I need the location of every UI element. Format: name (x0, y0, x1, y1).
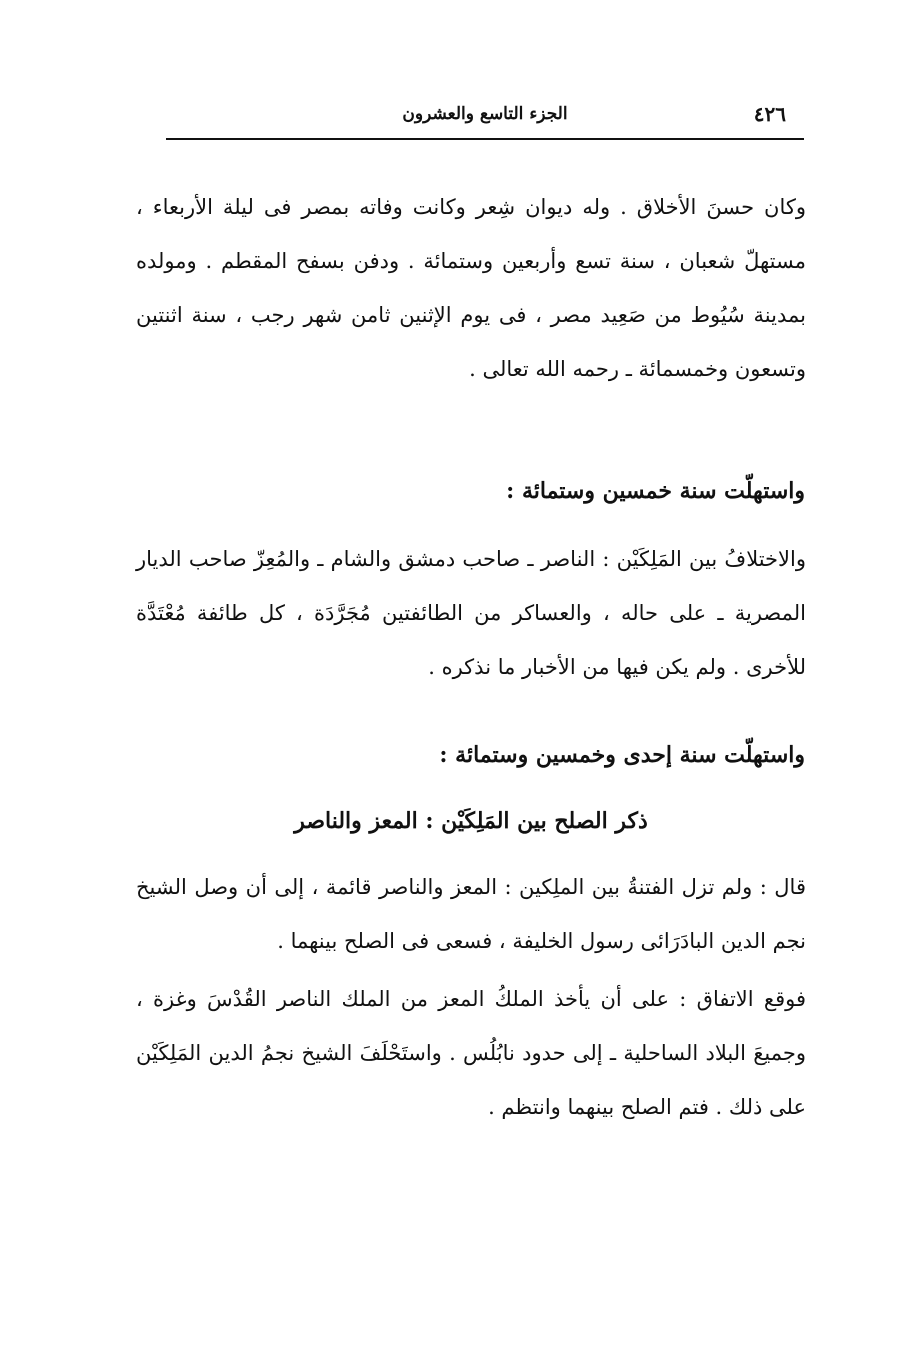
heading-year-650: واستهلّت سنة خمسين وستمائة : (506, 478, 805, 504)
heading-year-651: واستهلّت سنة إحدى وخمسين وستمائة : (439, 742, 805, 768)
paragraph-death-and-birth: وكان حسنَ الأخلاق . وله ديوان شِعر وكانت وفاته بمصر فى ليلة الأربعاء ، مستهلّ شعبان ، سنة تسع وأربعين وستمائة . ودفن بسفح المقطم . ومولده بمدينة سُيُوط من صَعِيد مصر ، فى يوم الإثنين ثامن شهر رجب ، سنة اثنتين وتسعون وخمسمائة ـ رحمه الله تعالى . (136, 195, 806, 381)
heading-peace-between-kings: ذكر الصلح بين المَلِكَيْن : المعز والناصر (294, 808, 648, 834)
paragraph-dispute: والاختلافُ بين المَلِكَيْن : الناصر ـ صاحب دمشق والشام ـ والمُعِزّ صاحب الديار المصرية ـ على حاله ، والعساكر من الطائفتين مُجَرَّدَة ، كل طائفة مُعْتَدَّة للأخرى . ولم يكن فيها من الأخبار ما نذكره . (136, 547, 806, 679)
running-title: الجزء التاسع والعشرون (402, 104, 568, 124)
paragraph-envoy: قال : ولم تزل الفتنةُ بين الملِكين : المعز والناصر قائمة ، إلى أن وصل الشيخ نجم الدين البادَرَائى رسول الخليفة ، فسعى فى الصلح بينهما . (136, 875, 806, 953)
paragraph-agreement: فوقع الاتفاق : على أن يأخذ الملكُ المعز من الملك الناصر القُدْسَ وغزة ، وجميعَ البلاد الساحلية ـ إلى حدود نابُلُس . واستَحْلَفَ الشيخ نجمُ الدين المَلِكَيْن على ذلك . فتم الصلح بينهما وانتظم . (136, 987, 806, 1119)
page-number: ٤٢٦ (753, 102, 786, 126)
page-header (166, 96, 804, 136)
header-rule (166, 138, 804, 140)
